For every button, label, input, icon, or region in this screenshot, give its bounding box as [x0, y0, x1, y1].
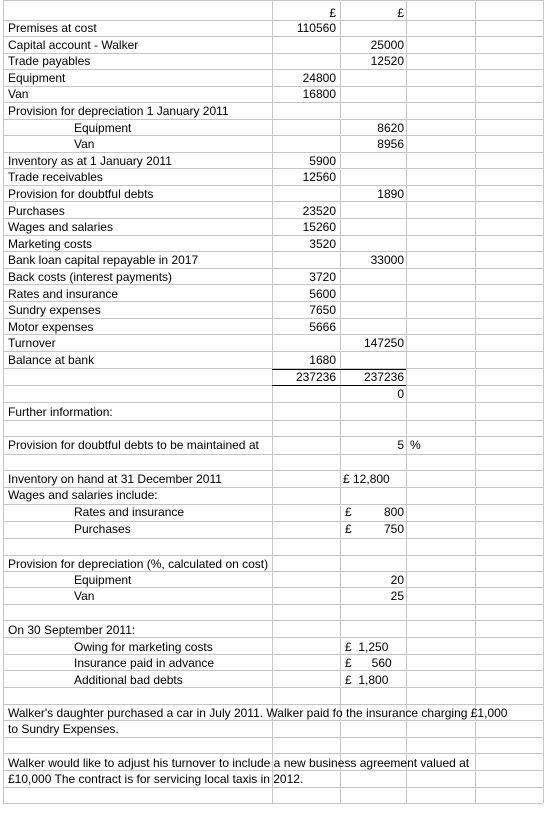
ledger-debit[interactable]: 15260: [302, 220, 336, 234]
insurance-advance-label[interactable]: Insurance paid in advance: [74, 656, 215, 670]
total-underline-credit: [340, 385, 406, 386]
grid-column-line: [3, 0, 4, 803]
grid-column-line: [272, 0, 273, 803]
ledger-label[interactable]: Rates and insurance: [8, 287, 119, 301]
ledger-debit[interactable]: 23520: [302, 204, 336, 218]
ledger-label[interactable]: Provision for depreciation 1 January 2011: [8, 104, 229, 118]
rates-insurance-currency[interactable]: £: [345, 505, 352, 519]
additional-bad-debts-value[interactable]: £ 1,800: [345, 673, 389, 687]
purchases-label[interactable]: Purchases: [74, 522, 131, 536]
further-information-heading[interactable]: Further information:: [8, 405, 113, 419]
september-label[interactable]: On 30 September 2011:: [8, 623, 136, 637]
ledger-label[interactable]: Marketing costs: [8, 237, 93, 251]
ledger-credit[interactable]: 12520: [370, 54, 404, 68]
ledger-debit[interactable]: 110560: [296, 21, 336, 35]
depreciation-van-value[interactable]: 25: [390, 589, 404, 603]
owing-marketing-label[interactable]: Owing for marketing costs: [74, 640, 213, 654]
total-credit[interactable]: 237236: [363, 370, 404, 384]
rates-insurance-label[interactable]: Rates and insurance: [74, 505, 185, 519]
credit-column-header[interactable]: £: [397, 6, 404, 20]
ledger-label[interactable]: Van: [74, 137, 95, 151]
rates-insurance-value[interactable]: 800: [383, 505, 404, 519]
grid-row-line: [3, 454, 543, 455]
doubtful-debts-label[interactable]: Provision for doubtful debts to be maintained at: [8, 438, 259, 452]
depreciation-van-label[interactable]: Van: [74, 589, 95, 603]
ledger-credit[interactable]: 25000: [370, 38, 404, 52]
grid-row-line: [3, 620, 543, 621]
inventory-value[interactable]: £ 12,800: [343, 472, 390, 486]
grid-row-line: [3, 86, 543, 87]
ledger-label[interactable]: Purchases: [8, 204, 65, 218]
ledger-label[interactable]: Capital account - Walker: [8, 38, 139, 52]
ledger-label[interactable]: Turnover: [8, 336, 56, 350]
ledger-label[interactable]: Van: [8, 87, 29, 101]
grid-row-line: [3, 69, 543, 70]
ledger-label[interactable]: Bank loan capital repayable in 2017: [8, 253, 199, 267]
ledger-debit[interactable]: 5900: [309, 154, 336, 168]
additional-bad-debts-label[interactable]: Additional bad debts: [74, 673, 183, 687]
ledger-debit[interactable]: 24800: [302, 71, 336, 85]
purchases-currency[interactable]: £: [345, 522, 352, 536]
ledger-debit[interactable]: 3520: [309, 237, 336, 251]
grid-column-line: [475, 0, 476, 803]
ledger-label[interactable]: Equipment: [8, 71, 66, 85]
grid-row-line: [3, 737, 543, 738]
doubtful-debts-unit[interactable]: %: [410, 438, 421, 452]
insurance-advance-value[interactable]: £ 560: [345, 656, 392, 670]
ledger-label[interactable]: Premises at cost: [8, 21, 97, 35]
ledger-debit[interactable]: 12560: [302, 170, 336, 184]
note-daughter-car[interactable]: Walker's daughter purchased a car in July 2011. Walker paid fo the insurance charging £1,000 to Sundry Expenses.: [8, 706, 508, 736]
grid-row-line: [3, 420, 543, 421]
grid-row-line: [3, 753, 543, 754]
ledger-label[interactable]: Motor expenses: [8, 320, 94, 334]
ledger-label[interactable]: Trade receivables: [8, 170, 103, 184]
ledger-debit[interactable]: 3720: [309, 270, 336, 284]
ledger-debit[interactable]: 16800: [302, 87, 336, 101]
grid-row-line: [3, 803, 543, 804]
depreciation-label[interactable]: Provision for depreciation (%, calculated on cost): [8, 557, 269, 571]
purchases-value[interactable]: 750: [383, 522, 404, 536]
total-debit[interactable]: 237236: [295, 370, 336, 384]
owing-marketing-value[interactable]: £ 1,250: [345, 640, 389, 654]
ledger-label[interactable]: Sundry expenses: [8, 303, 101, 317]
note-turnover-adjustment[interactable]: Walker would like to adjust his turnover to include a new business agreement valued at £10,000 The contract is for servicing local taxis in 2012.: [8, 756, 470, 786]
grid-row-line: [3, 0, 543, 1]
ledger-label[interactable]: Inventory as at 1 January 2011: [8, 154, 172, 168]
ledger-debit[interactable]: 5600: [309, 287, 336, 301]
grid-row-line: [3, 604, 543, 605]
doubtful-debts-value[interactable]: 5: [397, 438, 404, 452]
grid-row-line: [3, 787, 543, 788]
ledger-credit[interactable]: 8956: [377, 137, 404, 151]
depreciation-equipment-label[interactable]: Equipment: [74, 573, 132, 587]
ledger-credit[interactable]: 33000: [370, 253, 404, 267]
ledger-debit[interactable]: 1680: [309, 353, 336, 367]
grid-column-line: [406, 0, 407, 803]
grid-row-line: [3, 402, 543, 403]
ledger-label[interactable]: Trade payables: [8, 54, 91, 68]
inventory-label[interactable]: Inventory on hand at 31 December 2011: [8, 472, 222, 486]
grid-column-line: [543, 0, 544, 803]
depreciation-equipment-value[interactable]: 20: [390, 573, 404, 587]
ledger-label[interactable]: Wages and salaries: [8, 220, 113, 234]
ledger-label[interactable]: Equipment: [74, 121, 132, 135]
ledger-debit[interactable]: 7650: [309, 303, 336, 317]
wages-include-label[interactable]: Wages and salaries include:: [8, 488, 158, 502]
ledger-label[interactable]: Balance at bank: [8, 353, 95, 367]
total-underline-debit: [272, 385, 340, 386]
ledger-credit[interactable]: 8620: [377, 121, 404, 135]
debit-column-header[interactable]: £: [329, 6, 336, 20]
difference-value[interactable]: 0: [397, 387, 404, 401]
ledger-label[interactable]: Provision for doubtful debts: [8, 187, 154, 201]
grid-row-line: [3, 538, 543, 539]
grid-column-line: [340, 0, 341, 803]
ledger-debit[interactable]: 5666: [309, 320, 336, 334]
ledger-label[interactable]: Back costs (interest payments): [8, 270, 173, 284]
ledger-credit[interactable]: 147250: [363, 336, 404, 350]
ledger-credit[interactable]: 1890: [377, 187, 404, 201]
